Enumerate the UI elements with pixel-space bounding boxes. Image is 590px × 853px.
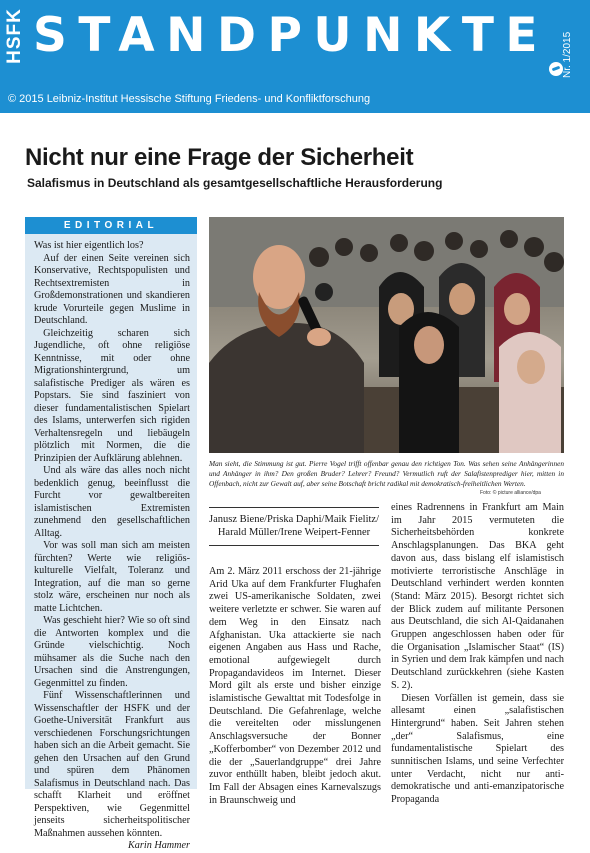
editorial-paragraph: Fünf Wissenschaftlerinnen und Wissenschaftler der HSFK und der Goethe-Universität Frankfurt aus verschiedenen Forschungsrichtungen haben sich an die Arbeit gemacht. Sie gehen den Ursachen auf den Grund und spüren dem Phänomen Salafismus in Deutschland nach. Das schafft Klarheit und eröffnet Perspektiven, wie Gegenmittel jenseits sicherheitspolitischer Maßnahmen aussehen könnten.: [34, 690, 190, 839]
photo-credit: Foto: © picture alliance/dpa: [480, 490, 541, 496]
crowd-photo-illustration: [209, 217, 564, 453]
author-line: Janusz Biene/Priska Daphi/Maik Fielitz/: [209, 514, 380, 525]
hsfk-swoosh-icon: [549, 62, 563, 76]
article-headline: Nicht nur eine Frage der Sicherheit: [25, 144, 414, 171]
header-banner: [0, 0, 590, 113]
body-column-right: [391, 502, 564, 807]
author-block: [209, 507, 379, 546]
editorial-paragraph: Gleichzeitig scharen sich Jugendliche, oft ohne religiöse Kenntnisse, mit oder ohne Migrationshintergrund, um salafistische Prediger als wären es Popstars. Sie sind fasziniert von dieser fundamentalistischen Spielart des Islams, unterwerfen sich rigiden Verhaltensregeln und liebäugeln plötzlich mit Normen, die die Prinzipien der Aufklärung ablehnen.: [34, 327, 190, 464]
editorial-paragraph: Was geschieht hier? Wie so oft sind die Antworten komplex und die Gründe vielschichtig. Noch mühsamer als die Suche nach den Ursachen sind die Anstrengungen, Gegenmittel zu finden.: [34, 615, 190, 689]
editorial-signature: Karin Hammer: [128, 840, 190, 851]
editorial-text: [25, 234, 197, 853]
article-photo: [209, 217, 564, 453]
series-title: STANDPUNKTE: [33, 8, 550, 63]
body-paragraph: Am 2. März 2011 erschoss der 21-jährige Arid Uka auf dem Frankfurter Flughafen zwei US-amerikanische Soldaten, zwei weitere verletzte er schwer. Sie waren auf dem Weg in den Einsatz nach Afghanistan. Uka attackierte sie nach eigenen Angaben aus Hass und Rache, emotional aufgewiegelt durch Propagandavideos im Internet. Dieser Mord gilt als erste und bisher einzige islamistische Gewalttat mit Todesfolge in Deutschland. Die Gefahrenlage, welche die vereitelten oder misslungenen Anschlagsversuche der Bonner „Kofferbomber“ von Dezember 2012 und die der „Sauerlandgruppe“ drei Jahre zuvor enthüllt haben, bleibt jedoch akut. Im Fall der Absagen eines Karnevalszugs in Braunschweig und: [209, 566, 381, 806]
author-line: Harald Müller/Irene Weipert-Fenner: [217, 527, 371, 538]
editorial-label: EDITORIAL: [25, 217, 197, 234]
article-subheadline: Salafismus in Deutschland als gesamtgesellschaftliche Herausforderung: [27, 176, 443, 190]
body-paragraph: Diesen Vorfällen ist gemein, dass sie allesamt einen „salafistischen Hintergrund“ haben. Seit Jahren stehen „der“ Salafismus, eine fundamentalistische Spielart des sunnitischen Islams, und seine Verfechter unter Verdacht, nicht nur anti-demokratische und anti-emanzipatorische Propaganda: [391, 692, 564, 806]
body-paragraph: eines Radrennens in Frankfurt am Main im Jahr 2015 vermuteten die Sicherheitsbehörden konkrete Anschlagsplanungen. Das BKA geht davon aus, dass bislang elf islamistisch motivierte terroristische Anschläge in Deutschland verhindert werden konnten (Stand: März 2015). Besorgt richtet sich der Blick zudem auf militante Personen aus Deutschland, die sich Al-Qaidanahen Gruppen angeschlossen haben oder für die Organisation „Islamischer Staat“ (IS) in Syrien und dem Irak kämpfen und nach Deutschland zurückkehren (siehe Kasten S. 2).: [391, 502, 564, 691]
editorial-box: [25, 217, 197, 851]
hsfk-vertical-text: HSFK: [4, 8, 25, 64]
photo-caption: Man sieht, die Stimmung ist gut. Pierre Vogel trifft offenbar genau den richtigen Ton. Was sehen seine Anhängerinnen und Anhänger in ihm? Den großen Bruder? Lehrer? Freund? Vermutlich ruft der Salafistenprediger hier, mitten in Offenbach, nicht zur Gewalt auf, aber seine Botschaft bricht radikal mit demokratisch-freiheitlichen Werten.: [209, 459, 564, 488]
editorial-paragraph: Vor was soll man sich am meisten fürchten? Werte wie religiös-kulturelle Vielfalt, Toleranz und Integration, auf die man so gerne stolz wäre, erscheinen nur noch als matte Lichtchen.: [34, 540, 190, 614]
copyright-line: © 2015 Leibniz-Institut Hessische Stiftung Friedens- und Konfliktforschung: [8, 93, 371, 105]
body-column-left: [209, 566, 381, 807]
editorial-paragraph: Und als wäre das alles noch nicht bedenklich genug, beeinflusst die Furcht vor gewaltbereiten islamistischen Extremisten zunehmend den gesellschaftlichen Alltag.: [34, 465, 190, 539]
editorial-paragraph: Auf der einen Seite vereinen sich Konservative, Rechtspopulisten und Rechtsextremisten in Großdemonstrationen und skandieren krude Vorurteile gegen Muslime in Deutschland.: [34, 252, 190, 326]
issue-number: Nr. 1/2015: [562, 31, 573, 78]
editorial-paragraph: Was ist hier eigentlich los?: [34, 240, 144, 251]
hsfk-logo: [3, 5, 25, 63]
